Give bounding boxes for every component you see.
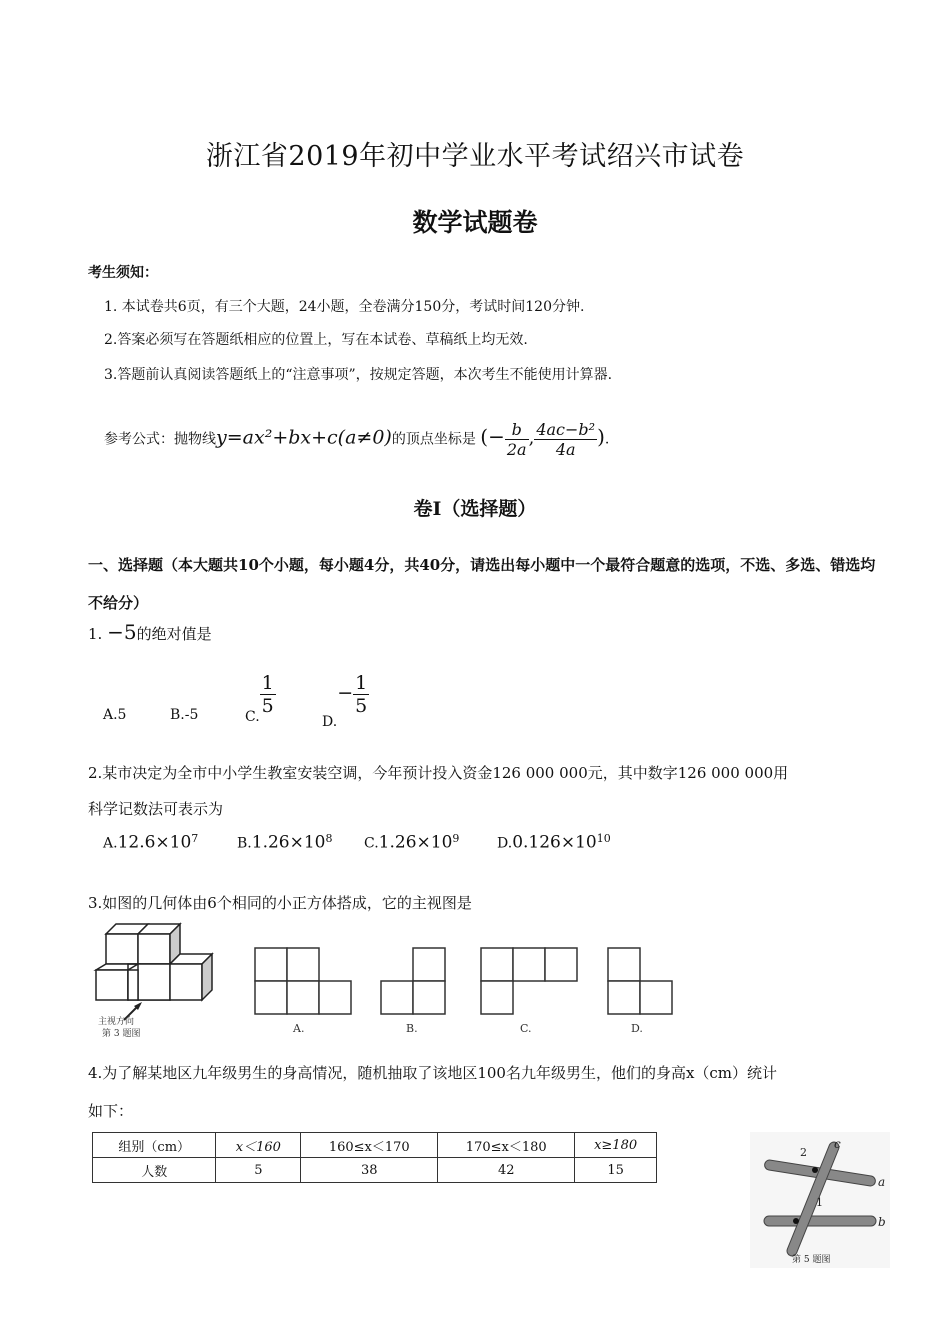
q1-option-d: D.− $\frac{1}{5}$ xyxy=(322,672,368,730)
q3-option-c-label: C. xyxy=(520,1022,532,1035)
q3-option-d-label: D. xyxy=(631,1022,643,1035)
parabola-expression: y=ax²+bx+c(a≠0) xyxy=(216,426,392,449)
vertex-x-fraction: $\frac{b}{2a}$ xyxy=(506,420,527,459)
vertex-y-fraction: $\frac{\text{4ac−b²}}{4a}$ xyxy=(536,420,596,459)
q1-option-c: C. $\frac{1}{5}$ xyxy=(245,672,274,725)
angle-2-label: 2 xyxy=(800,1146,807,1159)
notice-item-3: 3.答题前认真阅读答题纸上的“注意事项”，按规定答题，本次考生不能使用计算器. xyxy=(104,367,613,383)
q1-option-d-fraction: $\frac{1}{5}$ xyxy=(355,672,368,717)
pivot-bottom xyxy=(793,1218,799,1224)
q1-option-c-fraction: $\frac{1}{5}$ xyxy=(261,672,274,717)
table-cell: 38 xyxy=(301,1158,438,1183)
table-cell: 15 xyxy=(575,1158,657,1183)
q1-expression: −5 xyxy=(107,620,137,644)
notice-item-1: 1. 本试卷共6页，有三个大题，24小题，全卷满分150分，考试时间120分钟. xyxy=(104,299,585,315)
table-cell: 5 xyxy=(216,1158,301,1183)
q3-solid-figure xyxy=(96,924,212,1000)
q3-option-b-label: B. xyxy=(406,1022,418,1035)
table-cell: 人数 xyxy=(93,1158,216,1183)
line-c-label: c xyxy=(834,1137,841,1151)
q5-figure-caption: 第 5 题图 xyxy=(792,1255,831,1265)
reference-formula: 参考公式：抛物线y=ax²+bx+c(a≠0)的顶点坐标是 (− $\frac{b}{2a}$ , $\frac{\text{4ac−b²}}{4a}$ ). xyxy=(104,420,610,459)
question-4-stem-line2: 如下： xyxy=(88,1102,134,1120)
q3-option-a-figure xyxy=(255,948,351,1014)
q3-option-d-figure xyxy=(608,948,672,1014)
question-2-stem-line2: 科学记数法可表示为 xyxy=(88,800,224,818)
question-2-stem-line1: 2.某市决定为全市中小学生教室安装空调，今年预计投入资金126 000 000元，其中数字126 000 000用 xyxy=(88,764,789,782)
q3-option-a-label: A. xyxy=(293,1022,305,1035)
q1-option-a: A.5 xyxy=(103,707,127,723)
q2-option-d: $D.0.126\times 10^{10}$ xyxy=(497,832,611,853)
part1-heading: 一、选择题（本大题共10个小题，每小题4分，共40分，请选出每小题中一个最符合题意的选项，不选、多选、错选均不给分） xyxy=(88,556,876,612)
formula-mid: 的顶点坐标是 xyxy=(391,431,476,448)
formula-prefix: 参考公式：抛物线 xyxy=(104,431,216,448)
q3-figure-caption: 第 3 题图 xyxy=(102,1029,141,1039)
q3-option-c-figure xyxy=(481,948,577,1014)
table-header-cell: x＜160 xyxy=(216,1133,301,1158)
pivot-top xyxy=(812,1167,818,1173)
table-header-cell: 170≤x＜180 xyxy=(438,1133,575,1158)
table-header-cell: 组别（cm） xyxy=(93,1133,216,1158)
table-header-row xyxy=(93,1133,657,1158)
table-header-cell: x≥180 xyxy=(575,1133,657,1158)
q2-option-b: $B.1.26\times 10^8$ xyxy=(237,832,333,853)
exam-subtitle: 数学试题卷 xyxy=(412,208,538,237)
table-row xyxy=(93,1158,657,1183)
q5-figure xyxy=(750,1132,890,1268)
angle-1-label: 1 xyxy=(816,1196,823,1209)
q1-option-b: B.-5 xyxy=(170,707,199,723)
stick-b xyxy=(764,1216,876,1226)
table-header-cell: 160≤x＜170 xyxy=(301,1133,438,1158)
q2-option-a: $A.12.6\times 10^7$ xyxy=(103,832,199,853)
q3-option-b-figure xyxy=(381,948,445,1014)
exam-title: 浙江省2019年初中学业水平考试绍兴市试卷 xyxy=(205,141,745,172)
question-1-stem: 1. −5的绝对值是 xyxy=(88,620,212,644)
line-b-label: b xyxy=(878,1215,886,1229)
line-a-label: a xyxy=(878,1175,886,1189)
table-cell: 42 xyxy=(438,1158,575,1183)
notice-heading: 考生须知： xyxy=(88,265,158,281)
q3-figures xyxy=(88,920,688,1040)
notice-item-2: 2.答案必须写在答题纸相应的位置上，写在本试卷、草稿纸上均无效. xyxy=(104,332,528,348)
question-4-stem-line1: 4.为了解某地区九年级男生的身高情况，随机抽取了该地区100名九年级男生，他们的身高x（cm）统计 xyxy=(88,1064,778,1082)
question-3-stem: 3.如图的几何体由6个相同的小正方体搭成，它的主视图是 xyxy=(88,894,472,912)
q2-option-c: $C.1.26\times 10^9$ xyxy=(364,832,460,853)
section-title: 卷Ⅰ（选择题） xyxy=(413,498,537,520)
height-stats-table xyxy=(92,1132,657,1183)
q3-view-note: 主视方向 xyxy=(98,1017,135,1027)
